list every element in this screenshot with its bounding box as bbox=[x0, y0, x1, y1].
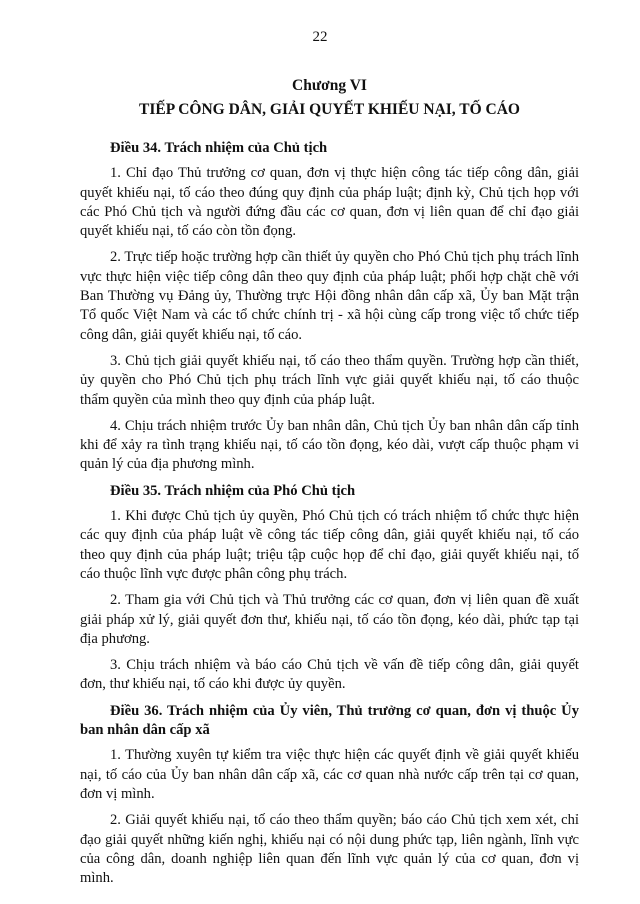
paragraph: 1. Chỉ đạo Thủ trưởng cơ quan, đơn vị thực hiện công tác tiếp công dân, giải quyết khiếu nại, tố cáo theo đúng quy định của pháp luật; định kỳ, Chủ tịch họp với các Phó Chủ tịch và người đứng đầu các cơ quan, đơn vị liên quan để chỉ đạo giải quyết khiếu nại, tố cáo còn tồn đọng. bbox=[80, 165, 579, 240]
paragraph: 1. Thường xuyên tự kiểm tra việc thực hiện các quyết định về giải quyết khiếu nại, tố cáo của Ủy ban nhân dân cấp xã, các cơ quan nhà nước cấp trên tại cơ quan, đơn vị mình. bbox=[80, 747, 579, 802]
paragraph: 3. Chịu trách nhiệm và báo cáo Chủ tịch về vấn đề tiếp công dân, giải quyết đơn, thư khiếu nại, tố cáo khi được ủy quyền. bbox=[80, 657, 579, 693]
article-heading: Điều 35. Trách nhiệm của Phó Chủ tịch bbox=[110, 482, 356, 499]
chapter-heading bbox=[80, 74, 579, 122]
article-heading: Điều 36. Trách nhiệm của Ủy viên, Thủ trưởng cơ quan, đơn vị thuộc Ủy ban nhân dân cấp xã bbox=[80, 702, 579, 739]
paragraph: 1. Khi được Chủ tịch ủy quyền, Phó Chủ tịch có trách nhiệm tổ chức thực hiện các quy định của pháp luật về công tác tiếp công dân, giải quyết khiếu nại, tố cáo theo quy định của pháp luật; triệu tập cuộc họp để chỉ đạo, giải quyết khiếu nại, tố cáo thuộc lĩnh vực được phân công phụ trách. bbox=[80, 508, 579, 582]
paragraph: 4. Chịu trách nhiệm trước Ủy ban nhân dân, Chủ tịch Ủy ban nhân dân cấp tỉnh khi để xảy ra tình trạng khiếu nại, tố cáo tồn đọng, kéo dài, vượt cấp thuộc phạm vi quản lý của địa phương mình. bbox=[80, 417, 579, 473]
chapter-label: Chương VI bbox=[292, 77, 367, 94]
paragraph: 3. Chủ tịch giải quyết khiếu nại, tố cáo theo thẩm quyền. Trường hợp cần thiết, ủy quyền cho Phó Chủ tịch phụ trách lĩnh vực giải quyết khiếu nại, tố cáo thuộc thẩm quyền của mình theo quy định của pháp luật. bbox=[80, 352, 579, 408]
document-body bbox=[80, 139, 579, 888]
paragraph: 2. Tham gia với Chủ tịch và Thủ trưởng các cơ quan, đơn vị liên quan đề xuất giải pháp xử lý, giải quyết đơn thư, khiếu nại, tố cáo tồn đọng, kéo dài, phức tạp tại địa phương. bbox=[80, 592, 579, 647]
paragraph: 2. Trực tiếp hoặc trường hợp cần thiết ủy quyền cho Phó Chủ tịch phụ trách lĩnh vực thực hiện việc tiếp công dân theo quy định của pháp luật; phối hợp chặt chẽ với Ban Thường vụ Đảng ủy, Thường trực Hội đồng nhân dân cấp xã, Ủy ban Mặt trận Tổ quốc Việt Nam và các tổ chức chính trị - xã hội cùng cấp trong việc tổ chức tiếp công dân, giải quyết khiếu nại, tố cáo. bbox=[80, 249, 579, 343]
chapter-title: TIẾP CÔNG DÂN, GIẢI QUYẾT KHIẾU NẠI, TỐ CÁO bbox=[139, 101, 520, 118]
paragraph: 2. Giải quyết khiếu nại, tố cáo theo thẩm quyền; báo cáo Chủ tịch xem xét, chỉ đạo giải quyết những kiến nghị, khiếu nại có nội dung phức tạp, liên ngành, lĩnh vực của công dân, doanh nghiệp liên quan đến lĩnh vực quản lý của cơ quan, đơn vị mình. bbox=[80, 812, 579, 887]
page-number: 22 bbox=[312, 29, 328, 45]
article-heading: Điều 34. Trách nhiệm của Chủ tịch bbox=[110, 140, 328, 156]
